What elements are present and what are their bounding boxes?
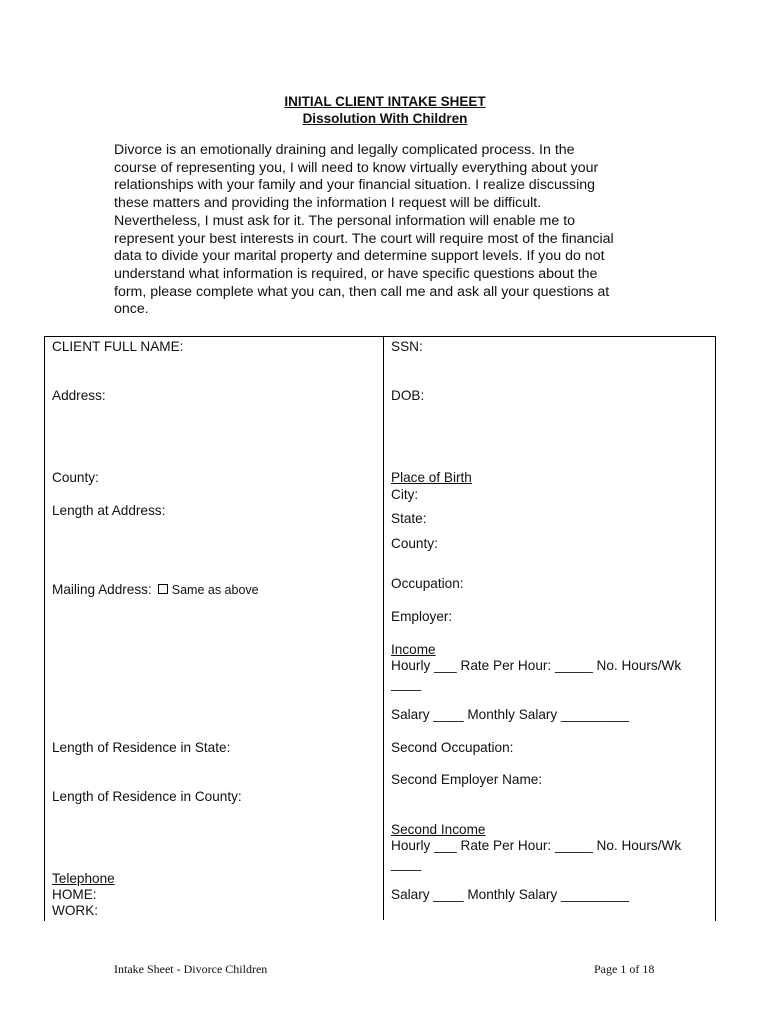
hourly-rate-line-2[interactable]: Hourly ___ Rate Per Hour: _____ No. Hours/Wk bbox=[391, 838, 682, 853]
hours-blank[interactable]: ____ bbox=[391, 676, 422, 691]
ssn-field[interactable]: SSN: bbox=[391, 339, 423, 354]
telephone-heading: Telephone bbox=[52, 871, 115, 886]
intro-line: form, please complete what you can, then call me and ask all your questions at bbox=[114, 283, 610, 300]
hours-blank-2[interactable]: ____ bbox=[391, 856, 422, 871]
intro-line: represent your best interests in court. The court will require most of the financial bbox=[114, 230, 614, 247]
dob-field[interactable]: DOB: bbox=[391, 388, 425, 403]
same-as-above-label: Same as above bbox=[171, 583, 259, 597]
intro-line: once. bbox=[114, 301, 149, 318]
intro-paragraph bbox=[114, 142, 654, 319]
birth-state-field[interactable]: State: bbox=[391, 511, 427, 526]
hourly-rate-line[interactable]: Hourly ___ Rate Per Hour: _____ No. Hours/Wk bbox=[391, 658, 682, 673]
intro-line: course of representing you, I will need to know virtually everything about your bbox=[114, 159, 599, 176]
work-phone-field[interactable]: WORK: bbox=[52, 903, 99, 918]
occupation-field[interactable]: Occupation: bbox=[391, 576, 464, 591]
second-income-heading: Second Income bbox=[391, 822, 486, 837]
birth-city-field[interactable]: City: bbox=[391, 487, 419, 502]
intro-line: understand what information is required, or have specific questions about the bbox=[114, 265, 598, 282]
intro-line: these matters and providing the information I request will be difficult. bbox=[114, 195, 542, 212]
address-field[interactable]: Address: bbox=[52, 388, 106, 403]
intro-line: data to divide your marital property and determine support levels. If you do not bbox=[114, 248, 605, 265]
salary-line-2[interactable]: Salary ____ Monthly Salary _________ bbox=[391, 887, 630, 902]
income-heading: Income bbox=[391, 642, 436, 657]
home-phone-field[interactable]: HOME: bbox=[52, 887, 97, 902]
length-at-address-field[interactable]: Length at Address: bbox=[52, 503, 166, 518]
column-divider bbox=[383, 336, 384, 920]
residence-county-field[interactable]: Length of Residence in County: bbox=[52, 789, 242, 804]
employer-field[interactable]: Employer: bbox=[391, 609, 453, 624]
second-employer-field[interactable]: Second Employer Name: bbox=[391, 772, 543, 787]
place-of-birth-heading: Place of Birth bbox=[391, 470, 472, 485]
residence-state-field[interactable]: Length of Residence in State: bbox=[52, 740, 231, 755]
page-subtitle: Dissolution With Children bbox=[302, 111, 468, 126]
intro-line: Divorce is an emotionally draining and legally complicated process. In the bbox=[114, 142, 575, 158]
mailing-address-field[interactable] bbox=[52, 582, 259, 597]
page-title: INITIAL CLIENT INTAKE SHEET bbox=[284, 94, 486, 109]
second-occupation-field[interactable]: Second Occupation: bbox=[391, 740, 514, 755]
same-as-above-checkbox[interactable] bbox=[158, 584, 168, 594]
page-number: Page 1 of 18 bbox=[594, 962, 655, 976]
footer-left: Intake Sheet - Divorce Children bbox=[114, 962, 268, 976]
client-full-name-field[interactable]: CLIENT FULL NAME: bbox=[52, 339, 184, 354]
intro-line: Nevertheless, I must ask for it. The personal information will enable me to bbox=[114, 212, 576, 229]
birth-county-field[interactable]: County: bbox=[391, 536, 438, 551]
intake-table bbox=[44, 336, 716, 921]
county-field[interactable]: County: bbox=[52, 470, 99, 485]
salary-line[interactable]: Salary ____ Monthly Salary _________ bbox=[391, 707, 630, 722]
mailing-address-label: Mailing Address: bbox=[52, 582, 152, 597]
intro-line: relationships with your family and your financial situation. I realize discussing bbox=[114, 177, 596, 194]
